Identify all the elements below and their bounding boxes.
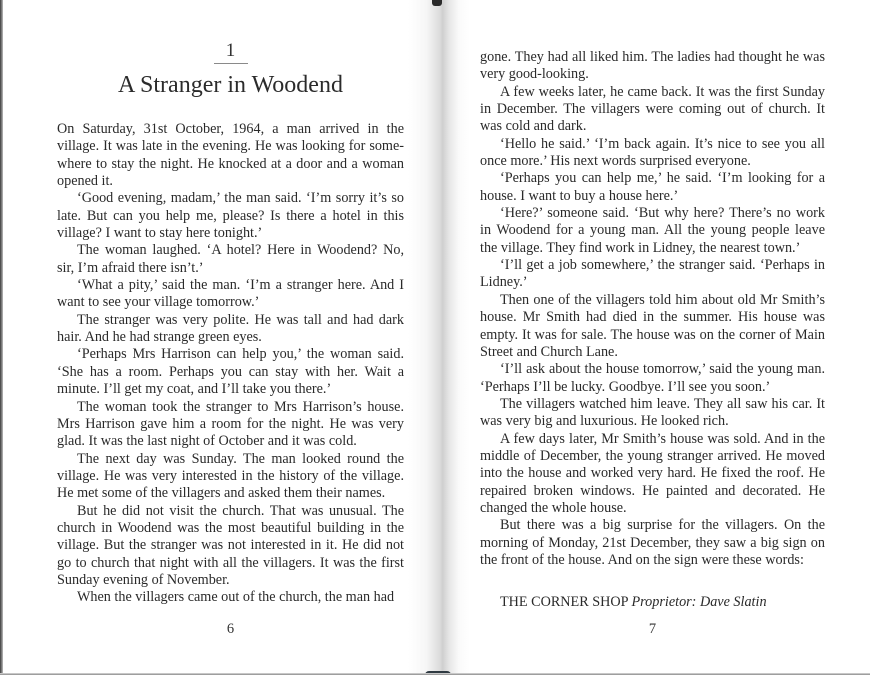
page-number: 6 — [226, 621, 235, 637]
paragraph: But there was a big surprise for the villagers. On the morning of Monday, 21st December, they saw a big sign on the front of the house. And on the sign were these words: — [480, 517, 825, 568]
paragraph: The woman took the stranger to Mrs Harrison’s house. Mrs Harrison gave him a room for the night. He was very glad. It was the last night of October and it was cold. — [57, 398, 404, 450]
paragraph: gone. They had all liked him. The ladies had thought he was very good-looking. — [480, 49, 825, 83]
page-number: 7 — [648, 621, 657, 637]
paragraph: ‘Perhaps you can help me,’ he said. ‘I’m looking for a house. I want to buy a house here.’ — [480, 170, 825, 204]
chapter-number: 1 — [225, 40, 236, 61]
paragraph: ‘What a pity,’ said the man. ‘I’m a stranger here. And I want to see your village tomorrow.’ — [57, 277, 404, 311]
book-spine-top — [432, 0, 442, 6]
shop-sign-proprietor: Proprietor: Dave Slatin — [631, 594, 767, 610]
paragraph: The stranger was very polite. He was tall and had dark hair. And he had strange green eyes. — [57, 311, 404, 346]
paragraph: A few days later, Mr Smith’s house was sold. And in the middle of December, the young stranger arrived. He moved into the house and worked very hard. He fixed the roof. He repaired broken windows. He painted and decorated. He changed the whole house. — [480, 430, 825, 516]
right-page-body — [480, 49, 825, 569]
paragraph: On Saturday, 31st October, 1964, a man arrived in the village. It was late in the evening. He was looking for somewhere to stay the night. He knocked at a door and a woman opened it. — [57, 121, 404, 190]
paragraph: When the villagers came out of the church, the man had — [77, 589, 395, 606]
paragraph: ‘I’ll ask about the house tomorrow,’ said the young man. ‘Perhaps I’ll be lucky. Goodbye. I’ll see you soon.’ — [480, 361, 825, 395]
book-edge-left — [0, 0, 3, 675]
shop-sign — [500, 593, 767, 611]
paragraph: ‘Perhaps Mrs Harrison can help you,’ the woman said. ‘She has a room. Perhaps you can stay with her. Wait a minute. I’ll get my coat, and I’ll take you there.’ — [57, 346, 404, 398]
paragraph: The next day was Sunday. The man looked round the village. He was very interested in the history of the village. He met some of the villagers and asked them their names. — [57, 450, 404, 502]
right-page — [480, 0, 825, 675]
left-page — [57, 0, 404, 675]
shop-sign-name: THE CORNER SHOP — [500, 594, 628, 610]
paragraph: A few weeks later, he came back. It was the first Sunday in December. The villagers were coming out of church. It was cold and dark. — [480, 83, 825, 135]
chapter-title: A Stranger in Woodend — [118, 72, 343, 98]
paragraph: ‘Here?’ someone said. ‘But why here? There’s no work in Woodend for a young man. All the young people leave the village. They find work in Lidney, the nearest town.’ — [480, 205, 825, 256]
paragraph: Then one of the villagers told him about old Mr Smith’s house. Mr Smith had died in the summer. His house was empty. It was for sale. The house was on the corner of Main Street and Church Lane. — [480, 291, 825, 360]
paragraph: ‘Hello he said.’ ‘I’m back again. It’s nice to see you all once more.’ His next words surprised everyone. — [480, 135, 825, 170]
paragraph: The villagers watched him leave. They all saw his car. It was very big and luxurious. He looked rich. — [480, 395, 825, 430]
book-gutter — [408, 0, 470, 675]
left-page-body — [57, 121, 404, 607]
paragraph: But he did not visit the church. That was unusual. The church in Woodend was the most beautiful building in the village. But the stranger was not interested in it. He did not go to church that night with all the villagers. It was the first Sunday evening of November. — [57, 502, 404, 588]
chapter-number-rule — [214, 63, 248, 64]
paragraph: ‘Good evening, madam,’ the man said. ‘I’m sorry it’s so late. But can you help me, please? Is there a hotel in this village? I want to stay here tonight.’ — [57, 190, 404, 242]
paragraph: The woman laughed. ‘A hotel? Here in Woodend? No, sir, I’m afraid there isn’t.’ — [57, 242, 404, 276]
paragraph: ‘I’ll get a job somewhere,’ the stranger said. ‘Perhaps in Lidney.’ — [480, 257, 825, 291]
